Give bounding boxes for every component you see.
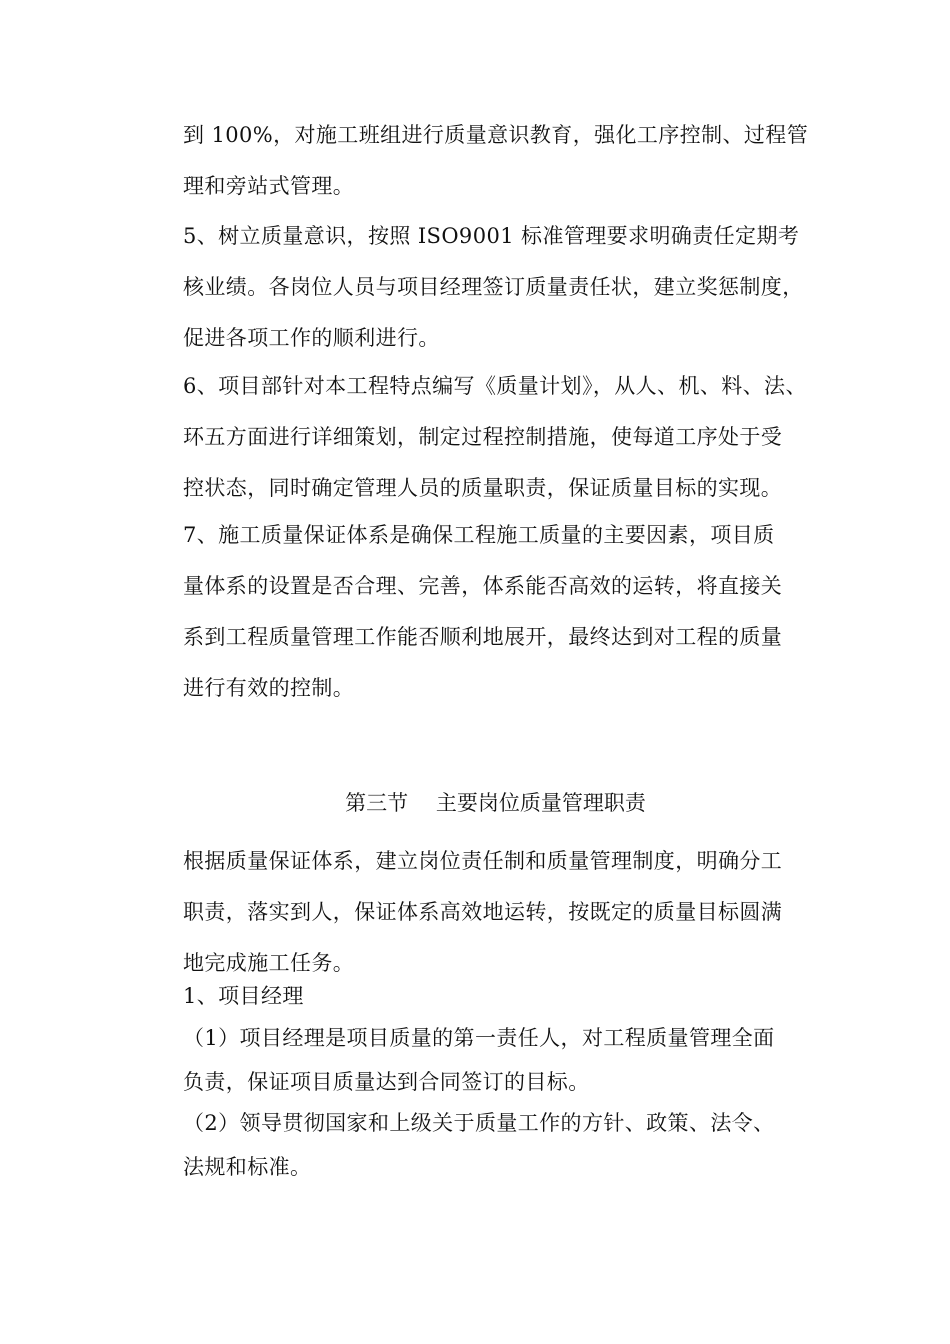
paragraph-intro bbox=[183, 836, 808, 989]
text-line: 负责，保证项目质量达到合同签订的目标。 bbox=[183, 1070, 590, 1094]
text-line: 促进各项工作的顺利进行。 bbox=[183, 326, 440, 350]
text-line: （2）领导贯彻国家和上级关于质量工作的方针、政策、法令、 bbox=[183, 1111, 775, 1135]
paragraph-item-5 bbox=[183, 211, 808, 364]
text-line: 理和旁站式管理。 bbox=[183, 174, 355, 198]
paragraph-item-7 bbox=[183, 510, 808, 714]
text-line: 控状态，同时确定管理人员的质量职责，保证质量目标的实现。 bbox=[183, 476, 783, 500]
text-line: 6、项目部针对本工程特点编写《质量计划》，从人、机、料、法、 bbox=[183, 374, 807, 398]
paragraph-pm-2 bbox=[183, 1101, 808, 1189]
paragraph-quality-education bbox=[183, 110, 808, 212]
text-line: 职责，落实到人，保证体系高效地运转，按既定的质量目标圆满 bbox=[183, 900, 783, 924]
text-line: 系到工程质量管理工作能否顺利地展开，最终达到对工程的质量 bbox=[183, 625, 783, 649]
text-line: 地完成施工任务。 bbox=[183, 951, 355, 975]
text-line: 核业绩。各岗位人员与项目经理签订质量责任状，建立奖惩制度， bbox=[183, 275, 804, 299]
text-line: （1）项目经理是项目质量的第一责任人，对工程质量管理全面 bbox=[183, 1026, 775, 1050]
section-heading: 第三节 主要岗位质量管理职责 bbox=[345, 791, 646, 815]
text-line: 7、施工质量保证体系是确保工程施工质量的主要因素，项目质 bbox=[183, 523, 775, 547]
text-line: 量体系的设置是否合理、完善，体系能否高效的运转，将直接关 bbox=[183, 574, 783, 598]
text-line: 进行有效的控制。 bbox=[183, 676, 355, 700]
text-line: 到 100%，对施工班组进行质量意识教育，强化工序控制、过程管 bbox=[183, 123, 809, 147]
text-line: 1、项目经理 bbox=[183, 984, 304, 1008]
paragraph-pm-1 bbox=[183, 1016, 808, 1104]
text-line: 法规和标准。 bbox=[183, 1155, 312, 1179]
text-line: 根据质量保证体系，建立岗位责任制和质量管理制度，明确分工 bbox=[183, 849, 783, 873]
text-line: 5、树立质量意识，按照 ISO9001 标准管理要求明确责任定期考 bbox=[183, 224, 800, 248]
text-line: 环五方面进行详细策划，制定过程控制措施，使每道工序处于受 bbox=[183, 425, 783, 449]
subheading-project-manager bbox=[183, 974, 808, 1018]
paragraph-item-6 bbox=[183, 361, 808, 514]
